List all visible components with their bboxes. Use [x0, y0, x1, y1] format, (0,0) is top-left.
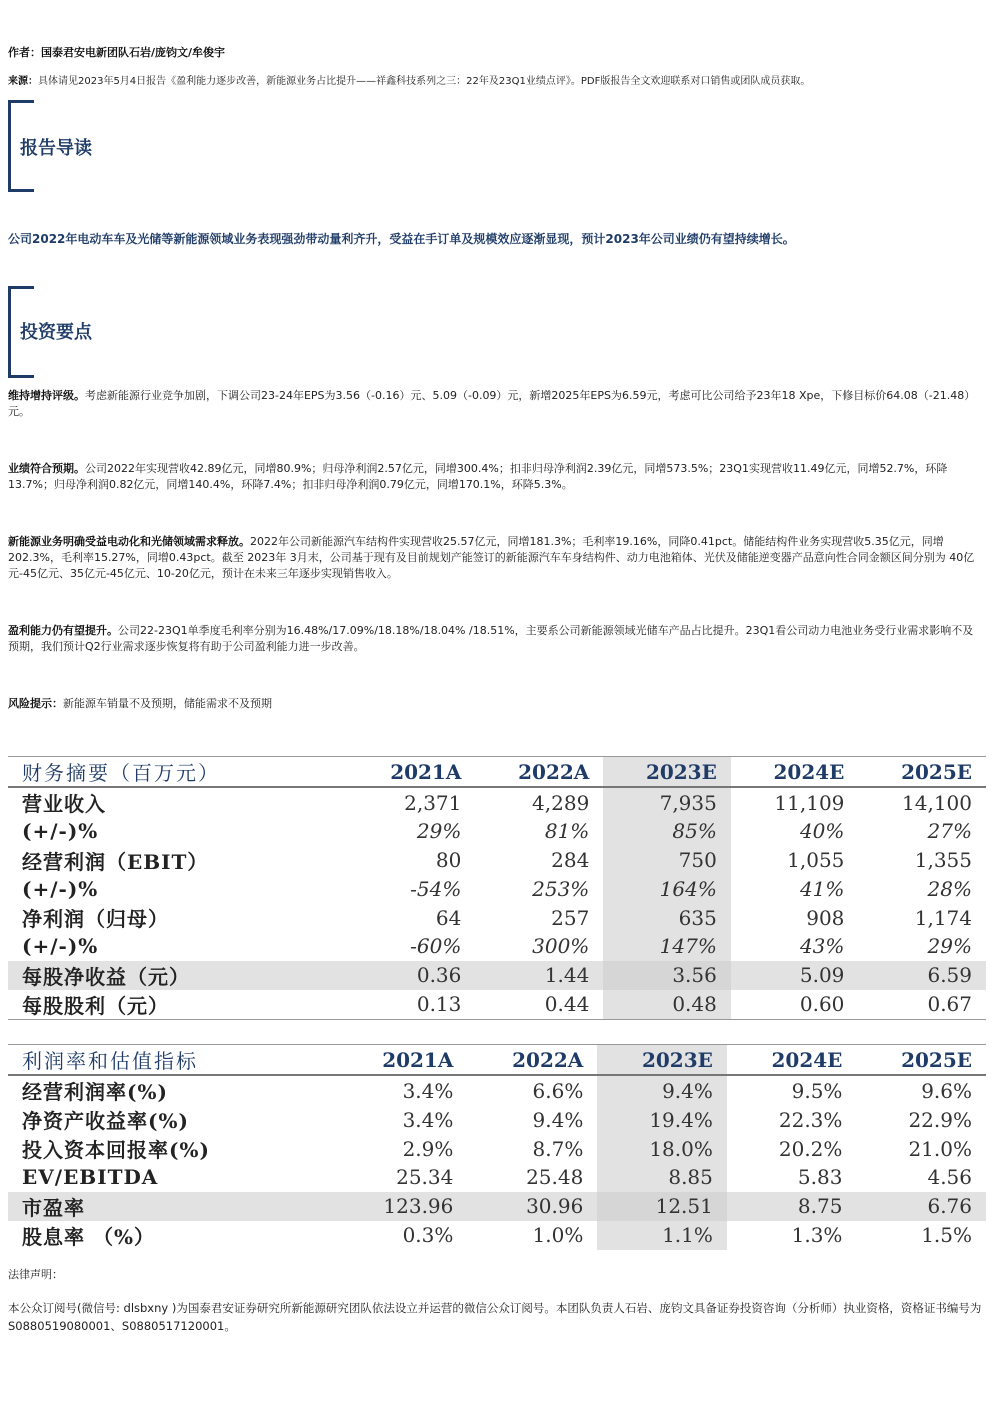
row-label: 投入资本回报率(%): [22, 1138, 210, 1162]
table-cell: 9.6%: [921, 1078, 972, 1103]
section-title-points: 投资要点: [20, 322, 92, 343]
point-title: 新能源业务明确受益电动化和光储领域需求释放。: [8, 535, 250, 548]
table-cell: 81%: [544, 819, 590, 844]
table-cell: 27%: [927, 819, 972, 844]
table-cell: 635: [603, 903, 731, 932]
section-title-guide: 报告导读: [20, 138, 92, 159]
table-cell: 30.96: [467, 1192, 597, 1221]
row-label: 经营利润（EBIT）: [22, 849, 209, 874]
table-cell: 19.4%: [597, 1105, 727, 1134]
table-cell: 1,174: [914, 905, 972, 930]
row-label: 每股净收益（元）: [8, 961, 347, 990]
author-line: [8, 45, 982, 61]
table-cell: 253%: [532, 876, 590, 901]
table-cell: 9.5%: [791, 1078, 843, 1103]
point-title: 业绩符合预期。: [8, 462, 85, 475]
row-label: (+/-)%: [22, 819, 99, 844]
year-header: 2021A: [382, 1047, 454, 1072]
table-row: [8, 932, 986, 961]
table-cell: 750: [603, 846, 731, 875]
table-cell: 8.85: [597, 1163, 727, 1192]
table-cell: 9.4%: [597, 1075, 727, 1105]
point-text: 公司22-23Q1单季度毛利率分别为16.48%/17.09%/18.18%/18.04% /18.51%，主要系公司新能源领域光储车产品占比提升。23Q1看公司动力电池业务受行业需求影响不及预期，我们预计Q2行业需求逐步恢复将有助于公司盈利能力进一步改善。: [8, 624, 974, 653]
table-cell: 1.44: [475, 961, 603, 990]
section-investment-points: [8, 286, 408, 378]
table-cell: 28%: [927, 876, 972, 901]
year-header: 2024E: [773, 759, 845, 784]
row-label: 净利润（归母）: [22, 907, 169, 931]
table-row: [8, 1221, 986, 1250]
table-cell: 3.4%: [402, 1078, 454, 1103]
table-cell: -60%: [410, 934, 462, 959]
risk-text: 新能源车销量不及预期，储能需求不及预期: [63, 697, 272, 710]
table-cell: 257: [551, 905, 590, 930]
table-cell: 147%: [603, 932, 731, 961]
table-cell: 0.36: [347, 961, 475, 990]
table-cell: 25.34: [396, 1165, 454, 1190]
point-text: 考虑新能源行业竞争加剧，下调公司23-24年EPS为3.56（-0.16）元、5.09（-0.09）元，新增2025年EPS为6.59元，考虑可比公司给予23年18 Xpe，下修目标价64.08（-21.48）元。: [8, 389, 976, 418]
source-label: 来源：: [8, 76, 38, 87]
table-cell: 164%: [603, 875, 731, 904]
year-header: 2024E: [771, 1047, 843, 1072]
table-cell: 4,289: [532, 790, 590, 815]
point-title: 盈利能力仍有望提升。: [8, 624, 118, 637]
table-cell: 1.1%: [597, 1221, 727, 1250]
table-cell: 5.83: [797, 1165, 843, 1190]
table-cell: 4.56: [927, 1165, 972, 1190]
table-cell: 7,935: [603, 787, 731, 817]
point-text: 2022年公司新能源汽车结构件实现营收25.57亿元，同增181.3%；毛利率19.16%，同降0.41pct。储能结构件业务实现营收5.35亿元，同增202.3%，毛利率15.27%，同增0.43pct。截至 2023年 3月末，公司基于现有及目前规划产能签订的新能源汽车车身结构件、动力电池箱体、光伏及储能逆变器产品意向性合同金额区间分别为 40亿元-45亿元、35亿元-45亿元、10-20亿元，预计在未来三年逐步实现销售收入。: [8, 535, 975, 580]
year-header: 2022A: [512, 1047, 584, 1072]
table-header-row: [8, 757, 986, 788]
table-row: [8, 846, 986, 875]
table-row: [8, 1134, 986, 1163]
lead-summary: 公司2022年电动车车及光储等新能源领域业务表现强劲带动量利齐升，受益在手订单及规模效应逐渐显现，预计2023年公司业绩仍有望持续增长。: [8, 232, 795, 246]
table-cell: 22.3%: [778, 1107, 843, 1132]
table-header-row: [8, 1045, 986, 1076]
table-cell: 18.0%: [597, 1134, 727, 1163]
table-row: [8, 1163, 986, 1192]
table-cell: 5.09: [731, 961, 859, 990]
table-cell: 21.0%: [908, 1136, 972, 1161]
table-row: [8, 961, 986, 990]
table-row: [8, 903, 986, 932]
table-cell: 1.5%: [921, 1223, 972, 1247]
table-cell: 11,109: [774, 790, 845, 815]
risk-title: 风险提示：: [8, 697, 63, 710]
table-cell: 2.9%: [402, 1136, 454, 1161]
row-label: 净资产收益率(%): [22, 1109, 189, 1133]
table-cell: 3.4%: [402, 1107, 454, 1132]
point-rating: [8, 388, 982, 420]
table-cell: 3.56: [603, 961, 731, 990]
row-label: 营业收入: [22, 792, 106, 816]
table-cell: 29%: [927, 934, 972, 959]
table-cell: 908: [806, 905, 845, 930]
table-cell: 1,355: [914, 848, 972, 872]
table-row: [8, 990, 986, 1020]
table-cell: 43%: [799, 934, 845, 959]
row-label: (+/-)%: [22, 934, 99, 959]
legal-text: 本公众订阅号(微信号: dlsbxny )为国泰君安证券研究所新能源研究团队依法设立并运营的微信公众订阅号。本团队负责人石岩、庞钧文具备证券投资咨询（分析师）执业资格，资格证书编号为S0880519080001、S0880517120001。: [8, 1301, 982, 1333]
table-cell: 0.13: [416, 992, 462, 1016]
table-cell: 14,100: [902, 790, 972, 815]
point-new-energy: [8, 534, 982, 582]
table-row: [8, 1192, 986, 1221]
table-cell: 0.60: [799, 992, 845, 1016]
table-cell: 9.4%: [532, 1107, 584, 1132]
table-cell: 0.44: [544, 992, 590, 1016]
point-results: [8, 461, 982, 493]
table-cell: 25.48: [526, 1165, 584, 1190]
legal-title: 法律声明：: [8, 1268, 63, 1281]
point-title: 维持增持评级。: [8, 389, 85, 402]
valuation-indicators-table: [8, 1044, 986, 1250]
table-cell: 22.9%: [908, 1107, 972, 1132]
table-cell: 6.59: [858, 961, 986, 990]
table-cell: 284: [551, 848, 590, 872]
source-line: [8, 74, 982, 90]
row-label: (+/-)%: [22, 876, 99, 901]
author-label: 作者：: [8, 46, 41, 59]
source-value: 具体请见2023年5月4日报告《盈利能力逐步改善，新能源业务占比提升——祥鑫科技系列之三：22年及23Q1业绩点评》。PDF版报告全文欢迎联系对口销售或团队成员获取。: [38, 76, 811, 87]
financial-summary-table: [8, 756, 986, 1020]
table-row: [8, 817, 986, 846]
row-label: 股息率 （%）: [22, 1224, 155, 1249]
table-cell: 6.76: [856, 1192, 986, 1221]
table-cell: 80: [435, 848, 462, 872]
table-cell: 0.48: [603, 990, 731, 1020]
row-label: EV/EBITDA: [22, 1165, 159, 1190]
year-header: 2025E: [901, 759, 972, 784]
row-label: 市盈率: [8, 1192, 337, 1221]
table-cell: 41%: [799, 876, 845, 901]
table-cell: 40%: [799, 819, 845, 844]
risk-line: [8, 696, 982, 712]
table-cell: 12.51: [597, 1192, 727, 1221]
table-row: [8, 875, 986, 904]
table-cell: 6.6%: [532, 1078, 584, 1103]
year-header: 2023E: [597, 1045, 727, 1076]
year-header: 2021A: [390, 759, 462, 784]
row-label: 每股股利（元）: [22, 993, 169, 1018]
point-text: 公司2022年实现营收42.89亿元，同增80.9%；归母净利润2.57亿元，同增300.4%；扣非归母净利润2.39亿元，同增573.5%；23Q1实现营收11.49亿元，同增52.7%，环降13.7%；归母净利润0.82亿元，同增140.4%，环降7.4%；扣非归母净利润0.79亿元，同增170.1%，环降5.3%。: [8, 462, 948, 491]
table-cell: 300%: [532, 934, 590, 959]
table-cell: 1.0%: [532, 1223, 584, 1247]
table-cell: 20.2%: [778, 1136, 843, 1161]
table-row: [8, 1105, 986, 1134]
table-row: [8, 787, 986, 817]
table-cell: 123.96: [337, 1192, 467, 1221]
author-value: 国泰君安电新团队石岩/庞钧文/牟俊宇: [41, 46, 226, 59]
table-cell: 85%: [603, 817, 731, 846]
point-profitability: [8, 623, 982, 655]
table-cell: 2,371: [404, 790, 462, 815]
table-cell: 64: [435, 905, 462, 930]
table-header-label: 财务摘要（百万元）: [22, 761, 220, 785]
table-cell: 0.3%: [402, 1223, 454, 1247]
year-header: 2023E: [603, 757, 731, 788]
table-cell: 8.7%: [532, 1136, 584, 1161]
section-report-guide: [8, 100, 408, 192]
year-header: 2022A: [518, 759, 590, 784]
table-cell: 8.75: [727, 1192, 857, 1221]
table-cell: 0.67: [927, 992, 972, 1016]
table-cell: -54%: [410, 876, 462, 901]
year-header: 2025E: [901, 1047, 972, 1072]
row-label: 经营利润率(%): [22, 1080, 168, 1104]
table-row: [8, 1075, 986, 1105]
table-header-label: 利润率和估值指标: [22, 1049, 198, 1073]
table-cell: 1.3%: [791, 1223, 843, 1247]
table-cell: 1,055: [787, 848, 845, 872]
table-cell: 29%: [416, 819, 462, 844]
